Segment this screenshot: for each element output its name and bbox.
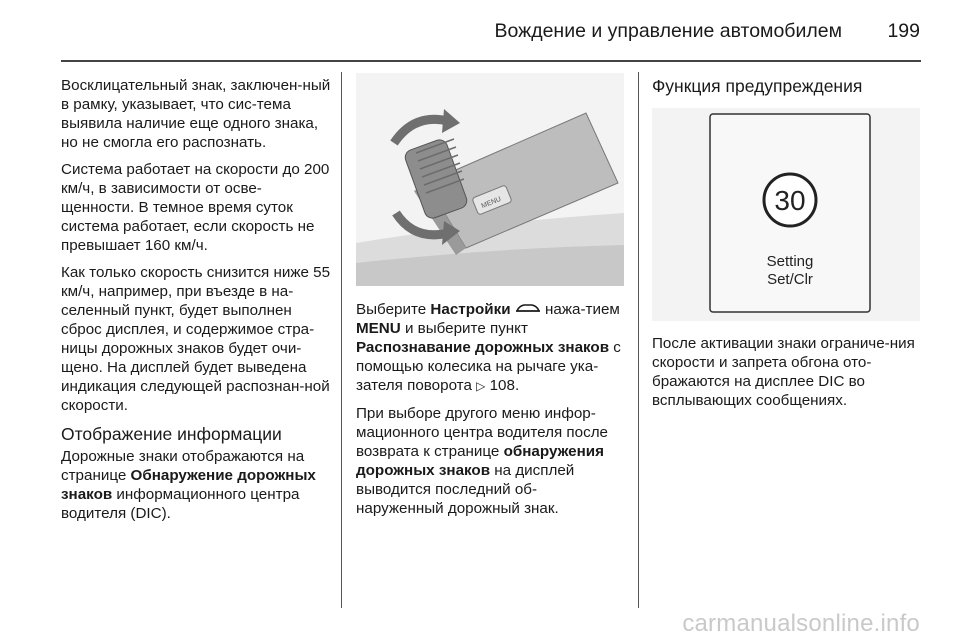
section-heading-display-info: Отображение информации (61, 424, 282, 444)
page-ref-icon: ▷ (476, 379, 486, 393)
menu-button-label: MENU (480, 195, 503, 211)
lever-figure (356, 73, 624, 286)
column-middle (356, 300, 624, 526)
watermark: carmanualsonline.info (682, 610, 920, 637)
page-ref-link[interactable]: 108. (489, 377, 520, 394)
header-title: Вождение и управление автомобилем (494, 20, 842, 42)
header-rule (61, 60, 921, 62)
paragraph-select-settings: Выберите Настройки нажа-тием MENU и выберите пункт Распознавание дорожных знаков с помощью колесика на рычаге ука-зателя поворота ▷ 108. (356, 301, 621, 394)
paragraph-warning-popup: После активации знаки ограниче-ния скорости и запрета обгона ото-бражаются на дисплее DIC во всплывающих сообщениях. (652, 335, 915, 409)
paragraph-exclamation: Восклицательный знак, заключен-ный в рамку, указывает, что сис-тема выявила наличие еще одного знака, но не смогла его распознать. (61, 77, 331, 151)
car-settings-icon (515, 302, 541, 314)
speed-limit-display (652, 108, 920, 321)
paragraph-speed-range: Система работает на скорости до 200 км/ч, в зависимости от осве-щенности. В темное время суток система работает, если скорость не превышает 160 км/ч. (61, 161, 330, 254)
display-line-setclr: Set/Clr (767, 271, 813, 288)
column-left (61, 76, 331, 531)
page-number: 199 (887, 20, 920, 42)
column-right (652, 334, 924, 418)
display-line-setting: Setting (766, 253, 814, 270)
paragraph-reset: Как только скорость снизится ниже 55 км/ч, например, при въезде в на-селенный пункт, будет выполнен сброс дисплея, и содержимое стра-ницы дорожных знаков будет очи-щено. На дисплей будет выведена индикация следующей распознан-ной скорости. (61, 264, 331, 414)
paragraph-display-info: Дорожные знаки отображаются на странице Обнаружение дорожных знаков информационного центра водителя (DIC). (61, 448, 316, 522)
paragraph-other-menu: При выборе другого меню инфор-мационного центра водителя после возврата к странице обнаружения дорожных знаков на дисплей выводится последний об-наруженный дорожный знак. (356, 405, 609, 517)
column-divider-right (638, 72, 639, 608)
column-divider-left (341, 72, 342, 608)
dic-display-figure (652, 108, 920, 321)
turn-signal-lever-illustration (356, 73, 624, 286)
speed-limit-value: 30 (774, 185, 806, 216)
page-header (0, 0, 960, 60)
section-heading-warning: Функция предупреждения (652, 76, 863, 96)
